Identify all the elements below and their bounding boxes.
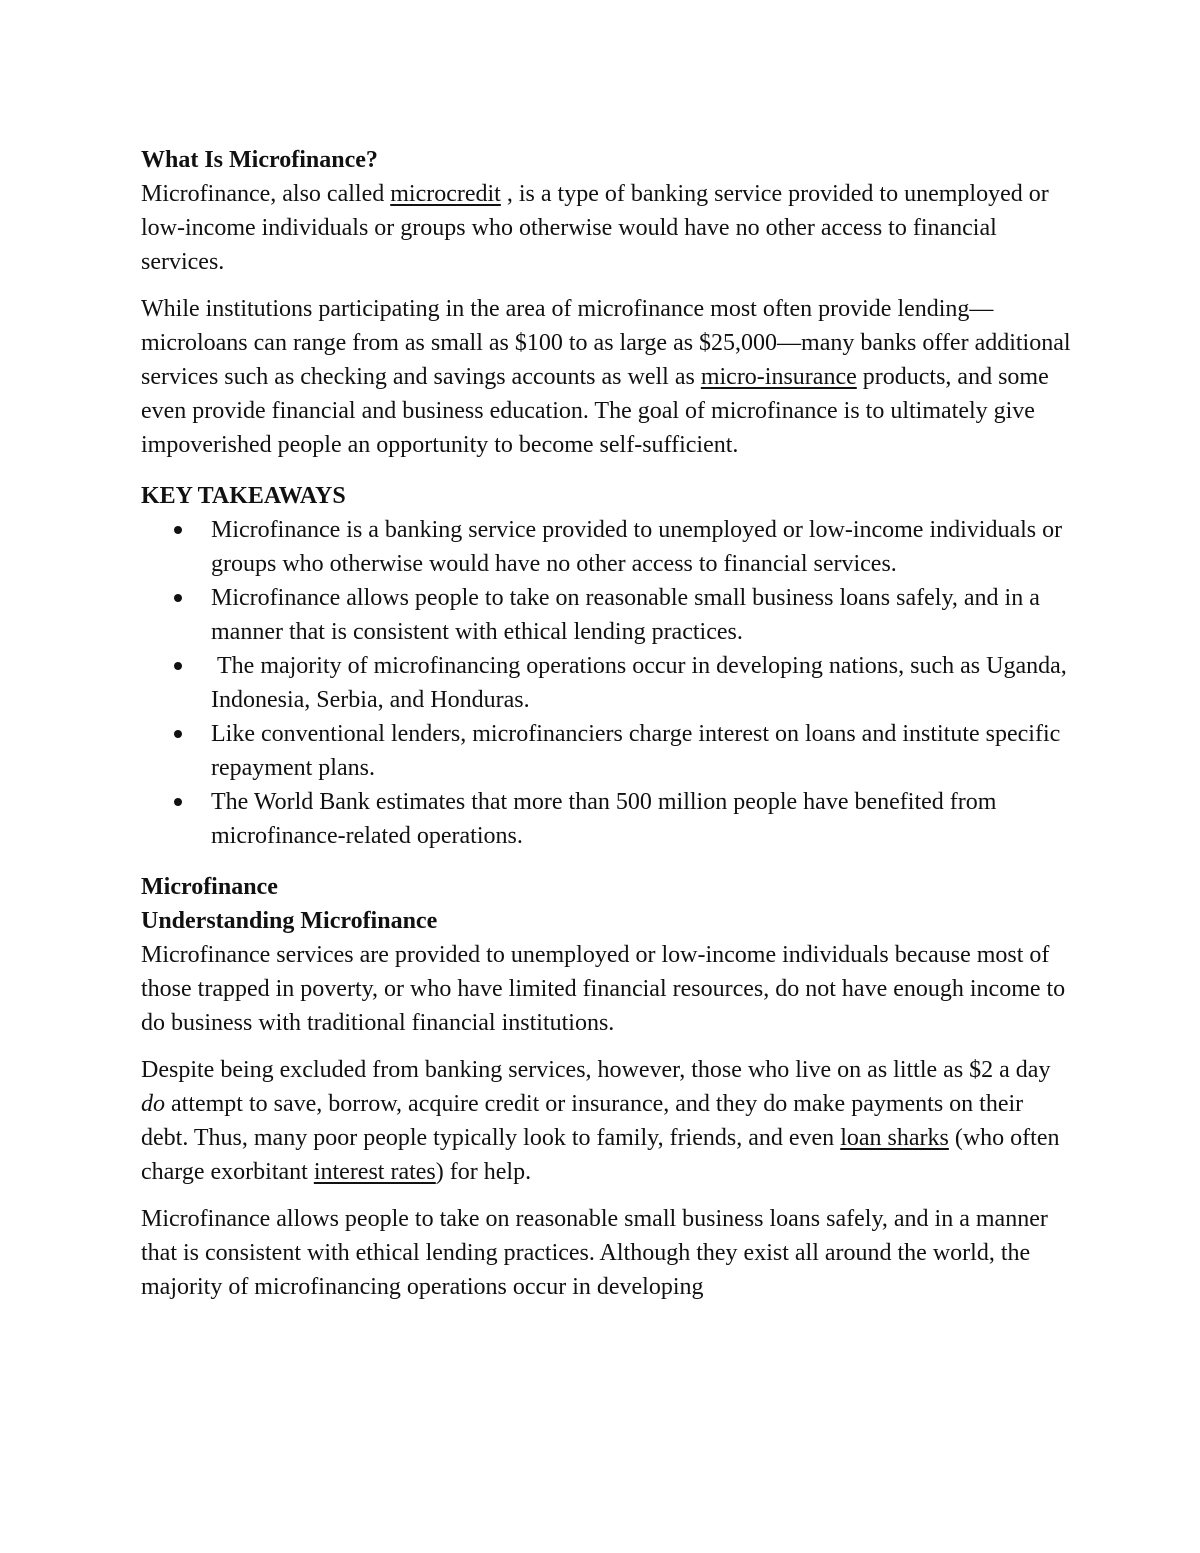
text-span: (who often charge exorbitant: [141, 1125, 1060, 1185]
emphasis-do: do: [141, 1091, 165, 1117]
takeaway-item: [141, 785, 1071, 853]
bullet-icon: [174, 730, 182, 738]
text-span: , is a type of banking service provided to unemployed or low-income individuals or groups who otherwise would have no other access to financial services.: [141, 181, 1049, 275]
understanding-paragraph: Microfinance services are provided to unemployed or low-income individuals because most of those trapped in poverty, or who have limited financial resources, do not have enough income to do business with traditional financial institutions.: [141, 942, 1066, 1036]
takeaway-text: The World Bank estimates that more than 500 million people have benefited from microfinance-related operations.: [211, 789, 997, 849]
takeaway-item: [141, 513, 1071, 581]
bullet-icon: [174, 526, 182, 534]
takeaway-item: [141, 581, 1071, 649]
takeaway-text: Microfinance allows people to take on reasonable small business loans safely, and in a manner that is consistent with ethical lending practices.: [211, 585, 1040, 645]
bullet-icon: [174, 662, 182, 670]
text-span: Despite being excluded from banking services, however, those who live on as little as $2 a day: [141, 1057, 1051, 1083]
bullet-icon: [174, 594, 182, 602]
key-takeaways-list: [141, 513, 1071, 853]
bullet-icon: [174, 798, 182, 806]
takeaway-item: [141, 717, 1071, 785]
understanding-microfinance-heading: Understanding Microfinance: [141, 908, 438, 934]
text-span: Microfinance, also called: [141, 181, 391, 207]
loan-sharks-link[interactable]: loan sharks: [840, 1125, 949, 1151]
intro-paragraph: [141, 177, 1071, 279]
key-takeaways-heading: KEY TAKEAWAYS: [141, 483, 346, 509]
section-heading-what-is-microfinance: What Is Microfinance?: [141, 147, 378, 173]
takeaway-text: Like conventional lenders, microfinanciers charge interest on loans and institute specific repayment plans.: [211, 721, 1061, 781]
takeaway-text: The majority of microfinancing operations occur in developing nations, such as Uganda, Indonesia, Serbia, and Honduras.: [211, 653, 1073, 713]
takeaway-item: [141, 649, 1071, 717]
takeaway-text: Microfinance is a banking service provided to unemployed or low-income individuals or groups who otherwise would have no other access to financial services.: [211, 517, 1063, 577]
excluded-paragraph: [141, 1053, 1071, 1189]
text-span: attempt to save, borrow, acquire credit or insurance, and they do make payments on their debt. Thus, many poor people typically look to family, friends, and even: [141, 1091, 1024, 1151]
small-loans-paragraph: Microfinance allows people to take on reasonable small business loans safely, and in a manner that is consistent with ethical lending practices. Although they exist all around the world, the majority of microfinancing operations occur in developing: [141, 1206, 1048, 1300]
micro-insurance-link[interactable]: micro-insurance: [700, 364, 857, 390]
services-paragraph: [141, 292, 1071, 462]
microfinance-label: Microfinance: [141, 874, 278, 900]
text-span: ) for help.: [435, 1159, 532, 1185]
interest-rates-link[interactable]: interest rates: [313, 1159, 436, 1185]
text-span: While institutions participating in the area of microfinance most often provide lending—microloans can range from as small as $100 to as large as $25,000—many banks offer additional services such as checking and savings accounts as well as: [141, 296, 1071, 390]
text-span: products, and some even provide financial and business education. The goal of microfinance is to ultimately give impoverished people an opportunity to become self-sufficient.: [141, 364, 1049, 458]
microcredit-link[interactable]: microcredit: [390, 181, 501, 207]
document-body: [141, 143, 1071, 1304]
